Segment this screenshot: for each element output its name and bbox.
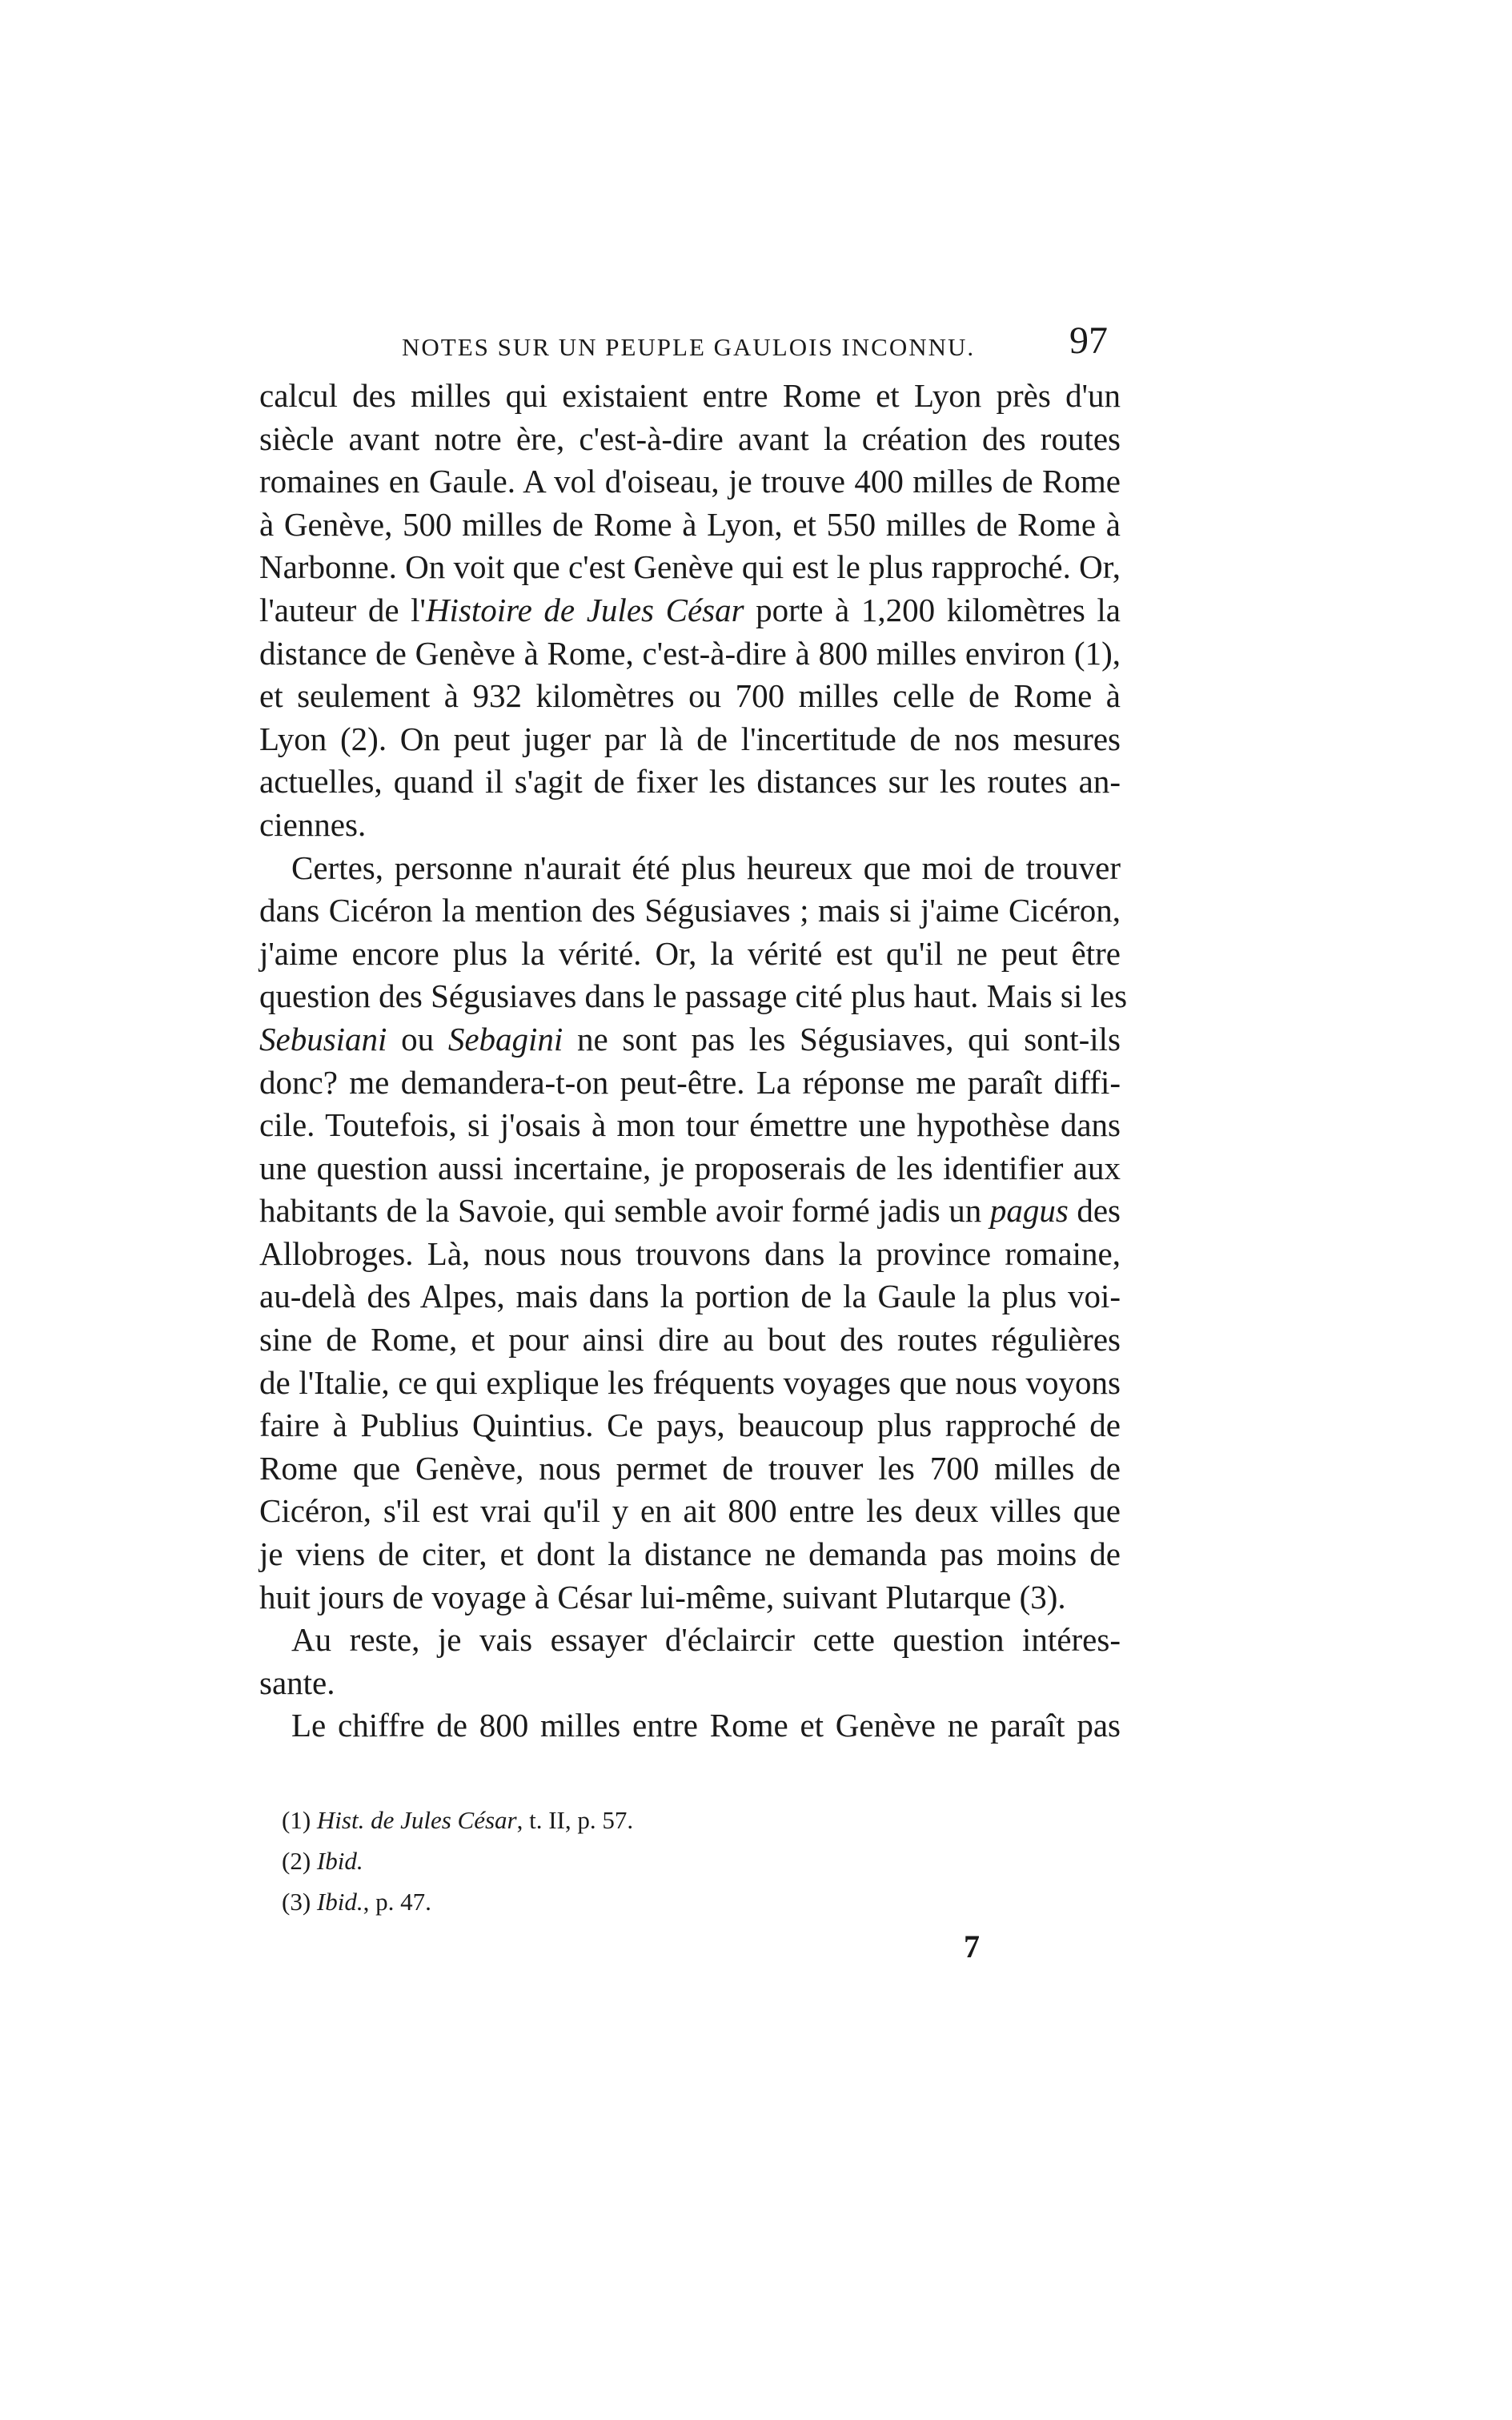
text-line: je viens de citer, et dont la distance ne demanda pas moins de [259, 1535, 1121, 1573]
text-line [259, 1190, 1121, 1233]
footnote [282, 1881, 1002, 1922]
text-line: de l'Italie, ce qui explique les fréquents voyages que nous voyons [259, 1363, 1121, 1401]
text-line: ciennes. [259, 805, 367, 843]
footnote-source: Hist. de Jules César [316, 1806, 517, 1834]
text-line: Certes, personne n'aurait été plus heureux que moi de trouver [291, 849, 1121, 886]
italic-term: Sebagini [447, 1020, 563, 1057]
text-line: Lyon (2). On peut juger par là de l'incertitude de nos mesures [259, 720, 1121, 757]
text-line: faire à Publius Quintius. Ce pays, beaucoup plus rapproché de [259, 1407, 1121, 1444]
text-line: j'aime encore plus la vérité. Or, la vérité est qu'il ne peut être [259, 934, 1121, 972]
text-line: Au reste, je vais essayer d'éclaircir cette question intéres- [291, 1621, 1121, 1659]
footnote-number: (3) [282, 1888, 311, 1916]
text-fragment: habitants de la Savoie, qui semble avoir formé jadis un [259, 1192, 990, 1230]
text-line: Le chiffre de 800 milles entre Rome et Genève ne paraît pas [291, 1707, 1121, 1744]
text-line: romaines en Gaule. A vol d'oiseau, je trouve 400 milles de Rome [259, 463, 1121, 500]
italic-term: pagus [989, 1192, 1069, 1230]
italic-term: Sebusiani [259, 1020, 387, 1057]
running-head [259, 319, 1121, 375]
footnote-source: Ibid. [316, 1847, 363, 1875]
text-line: Allobroges. Là, nous nous trouvons dans la province romaine, [259, 1234, 1121, 1272]
text-line: huit jours de voyage à César lui-même, suivant Plutarque (3). [259, 1578, 1066, 1615]
text-line: Narbonne. On voit que c'est Genève qui est le plus rapproché. Or, [259, 548, 1121, 586]
text-fragment: ou [387, 1020, 448, 1057]
text-line: sine de Rome, et pour ainsi dire au bout des routes régulières [259, 1321, 1121, 1358]
text-line: une question aussi incertaine, je proposerais de les identifier aux [259, 1149, 1121, 1186]
footnote-text: , p. 47. [363, 1888, 431, 1916]
text-fragment: des [1068, 1192, 1121, 1230]
body-text [259, 375, 1128, 1748]
text-line: question des Ségusiaves dans le passage cité plus haut. Mais si les [259, 977, 1128, 1015]
book-title: Histoire de Jules César [425, 591, 744, 628]
page-number: 97 [1069, 319, 1108, 362]
footnote-number: (1) [282, 1806, 311, 1834]
footnote-text: , t. II, p. 57. [516, 1806, 634, 1834]
text-line: distance de Genève à Rome, c'est-à-dire à 800 milles environ (1), [259, 634, 1121, 672]
footnote-number: (2) [282, 1847, 311, 1875]
text-fragment: ne sont pas les Ségusiaves, qui sont-ils [563, 1020, 1121, 1057]
text-line [259, 1018, 1121, 1062]
footnote-source: Ibid. [316, 1888, 363, 1916]
text-fragment: l'auteur de l' [259, 591, 426, 628]
footnotes [282, 1800, 1002, 1922]
footnote [282, 1840, 1002, 1881]
footnote [282, 1800, 1002, 1840]
text-line: Rome que Genève, nous permet de trouver les 700 milles de [259, 1449, 1121, 1487]
text-line: dans Cicéron la mention des Ségusiaves ; mais si j'aime Cicéron, [259, 892, 1121, 929]
text-line: et seulement à 932 kilomètres ou 700 milles celle de Rome à [259, 677, 1121, 715]
text-line [259, 589, 1121, 632]
running-title: NOTES SUR UN PEUPLE GAULOIS INCONNU. [402, 333, 976, 361]
text-line: calcul des milles qui existaient entre Rome et Lyon près d'un [259, 377, 1121, 414]
signature-mark: 7 [964, 1928, 980, 1964]
text-line: au-delà des Alpes, mais dans la portion de la Gaule la plus voi- [259, 1278, 1121, 1315]
text-line: actuelles, quand il s'agit de fixer les distances sur les routes an- [259, 763, 1121, 801]
text-line: cile. Toutefois, si j'osais à mon tour émettre une hypothèse dans [259, 1106, 1121, 1144]
text-line: sante. [259, 1663, 335, 1701]
text-line: donc? me demandera-t-on peut-être. La réponse me paraît diffi- [259, 1063, 1121, 1101]
text-line: à Genève, 500 milles de Rome à Lyon, et 550 milles de Rome à [259, 505, 1121, 543]
text-line: siècle avant notre ère, c'est-à-dire avant la création des routes [259, 419, 1121, 457]
text-line: Cicéron, s'il est vrai qu'il y en ait 800 entre les deux villes que [259, 1492, 1121, 1530]
text-fragment: porte à 1,200 kilomètres la [744, 591, 1121, 628]
